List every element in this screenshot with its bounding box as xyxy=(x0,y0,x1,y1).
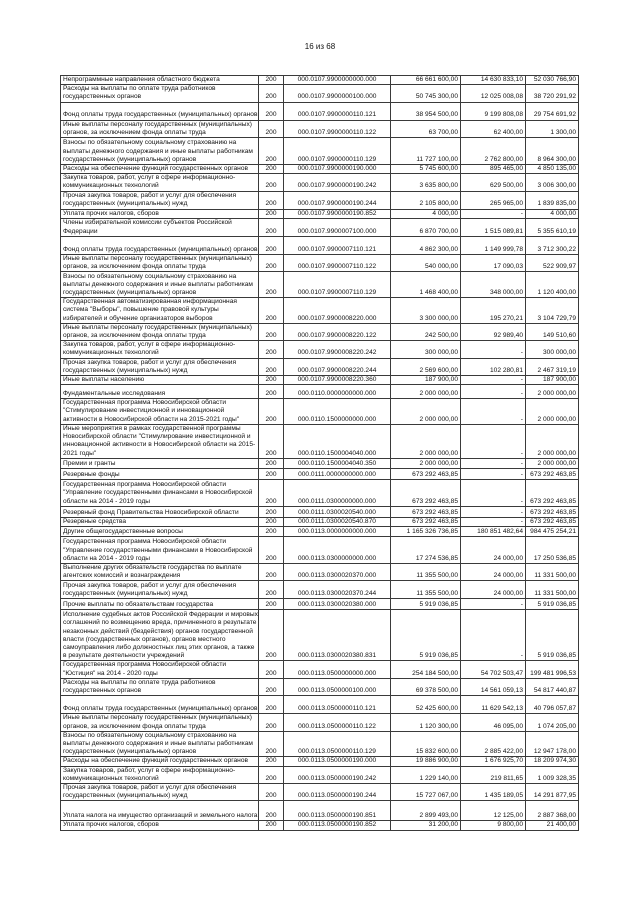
executed-amount-cell: 46 095,00 xyxy=(461,714,526,731)
budget-line-name: Расходы на выплаты по оплате труда работников государственных органов xyxy=(61,678,259,695)
remaining-amount-cell: 3 006 300,00 xyxy=(526,174,579,191)
budget-line-name: Резервные фонды xyxy=(61,468,259,479)
executed-amount-cell: - xyxy=(461,399,526,425)
remaining-amount-cell: 1 300,00 xyxy=(526,120,579,137)
approved-amount-cell: 3 300 000,00 xyxy=(391,298,461,324)
executed-amount-cell: 14 561 059,13 xyxy=(461,678,526,695)
remaining-amount-cell: 2 000 000,00 xyxy=(526,458,579,468)
table-row xyxy=(61,678,579,695)
section-code-cell: 200 xyxy=(259,376,284,385)
table-row xyxy=(61,661,579,678)
remaining-amount-cell: 149 510,60 xyxy=(526,323,579,340)
section-code-cell: 200 xyxy=(259,821,284,830)
budget-line-name: Иные выплаты персоналу государственных (муниципальных) органов, за исключением фонда оплаты труда xyxy=(61,714,259,731)
budget-line-name: Взносы по обязательному социальному страхованию на выплаты денежного содержания и иные выплаты работникам государственных (муниципальных) органов xyxy=(61,138,259,165)
remaining-amount-cell: 29 754 691,92 xyxy=(526,102,579,120)
approved-amount-cell: 17 274 536,85 xyxy=(391,537,461,564)
table-row xyxy=(61,458,579,468)
classification-code-cell: 000.0107.9900000190.242 xyxy=(284,174,391,191)
approved-amount-cell: 50 745 300,00 xyxy=(391,85,461,102)
executed-amount-cell: - xyxy=(461,479,526,506)
table-row xyxy=(61,236,579,254)
table-row xyxy=(61,783,579,800)
section-code-cell: 200 xyxy=(259,298,284,324)
section-code-cell: 200 xyxy=(259,506,284,517)
section-code-cell: 200 xyxy=(259,479,284,506)
table-row xyxy=(61,120,579,137)
budget-line-name: Резервный фонд Правительства Новосибирской области xyxy=(61,506,259,517)
classification-code-cell: 000.0113.0300000000.000 xyxy=(284,537,391,564)
executed-amount-cell: - xyxy=(461,468,526,479)
section-code-cell: 200 xyxy=(259,610,284,661)
classification-code-cell: 000.0113.0300020370.000 xyxy=(284,564,391,581)
table-row xyxy=(61,399,579,425)
remaining-amount-cell: 2 887 368,00 xyxy=(526,801,579,821)
remaining-amount-cell: 1 074 205,00 xyxy=(526,714,579,731)
table-row xyxy=(61,323,579,340)
table-row xyxy=(61,376,579,385)
table-row xyxy=(61,517,579,526)
approved-amount-cell: 300 000,00 xyxy=(391,341,461,358)
approved-amount-cell: 11 355 500,00 xyxy=(391,581,461,599)
table-row xyxy=(61,610,579,661)
budget-execution-table xyxy=(60,75,579,831)
table-row xyxy=(61,191,579,209)
executed-amount-cell: 348 000,00 xyxy=(461,272,526,298)
approved-amount-cell: 66 661 600,00 xyxy=(391,76,461,85)
executed-amount-cell: 1 676 925,70 xyxy=(461,757,526,766)
classification-code-cell: 000.0113.0500000190.000 xyxy=(284,757,391,766)
classification-code-cell: 000.0113.0300020380.831 xyxy=(284,610,391,661)
classification-code-cell: 000.0107.9900007100.000 xyxy=(284,218,391,236)
section-code-cell: 200 xyxy=(259,174,284,191)
approved-amount-cell: 31 200,00 xyxy=(391,821,461,830)
budget-line-name: Члены избирательной комиссии субъектов Российской Федерации xyxy=(61,218,259,236)
remaining-amount-cell: 11 331 500,00 xyxy=(526,564,579,581)
approved-amount-cell: 19 886 900,00 xyxy=(391,757,461,766)
budget-line-name: Закупка товаров, работ, услуг в сфере информационно- коммуникационных технологий xyxy=(61,174,259,191)
executed-amount-cell: 102 280,81 xyxy=(461,358,526,375)
approved-amount-cell: 11 355 500,00 xyxy=(391,564,461,581)
executed-amount-cell: 219 811,65 xyxy=(461,766,526,783)
executed-amount-cell: 265 965,00 xyxy=(461,191,526,209)
table-row xyxy=(61,341,579,358)
section-code-cell: 200 xyxy=(259,564,284,581)
section-code-cell: 200 xyxy=(259,468,284,479)
remaining-amount-cell: 300 000,00 xyxy=(526,341,579,358)
section-code-cell: 200 xyxy=(259,85,284,102)
table-row xyxy=(61,564,579,581)
approved-amount-cell: 4 000,00 xyxy=(391,209,461,218)
section-code-cell: 200 xyxy=(259,399,284,425)
classification-code-cell: 000.0107.9900000000.000 xyxy=(284,76,391,85)
budget-line-name: Исполнение судебных актов Российской Федерации и мировых соглашений по возмещению вреда, причиненного в результате незаконных действий (бездействия) органов государственной власти (государственных органов), органов местного самоуправления либо должностных лиц этих органов, а также в результате деятельности учреждений xyxy=(61,610,259,661)
classification-code-cell: 000.0107.9900000190.000 xyxy=(284,165,391,174)
approved-amount-cell: 2 569 600,00 xyxy=(391,358,461,375)
table-row xyxy=(61,479,579,506)
section-code-cell: 200 xyxy=(259,272,284,298)
remaining-amount-cell: 54 817 440,87 xyxy=(526,678,579,695)
approved-amount-cell: 242 500,00 xyxy=(391,323,461,340)
budget-line-name: Прочая закупка товаров, работ и услуг для обеспечения государственных (муниципальных) нужд xyxy=(61,783,259,800)
table-row xyxy=(61,821,579,830)
table-row xyxy=(61,714,579,731)
approved-amount-cell: 3 635 800,00 xyxy=(391,174,461,191)
approved-amount-cell: 2 000 000,00 xyxy=(391,424,461,458)
remaining-amount-cell: 3 104 729,79 xyxy=(526,298,579,324)
classification-code-cell: 000.0111.0300020540.870 xyxy=(284,517,391,526)
budget-line-name: Другие общегосударственные вопросы xyxy=(61,527,259,537)
approved-amount-cell: 2 000 000,00 xyxy=(391,385,461,399)
table-row xyxy=(61,731,579,757)
executed-amount-cell: - xyxy=(461,209,526,218)
executed-amount-cell: 12 025 008,08 xyxy=(461,85,526,102)
table-row xyxy=(61,209,579,218)
table-body xyxy=(61,76,579,831)
approved-amount-cell: 1 120 300,00 xyxy=(391,714,461,731)
approved-amount-cell: 52 425 600,00 xyxy=(391,696,461,714)
budget-line-name: Государственная программа Новосибирской области "Юстиция" на 2014 - 2020 годы xyxy=(61,661,259,678)
remaining-amount-cell: 1 120 400,00 xyxy=(526,272,579,298)
remaining-amount-cell: 673 292 463,85 xyxy=(526,517,579,526)
classification-code-cell: 000.0110.1500004040.000 xyxy=(284,424,391,458)
classification-code-cell: 000.0107.9900007110.122 xyxy=(284,254,391,271)
executed-amount-cell: 2 885 422,00 xyxy=(461,731,526,757)
table-row xyxy=(61,801,579,821)
remaining-amount-cell: 4 000,00 xyxy=(526,209,579,218)
approved-amount-cell: 69 378 500,00 xyxy=(391,678,461,695)
remaining-amount-cell: 2 000 000,00 xyxy=(526,385,579,399)
table-row xyxy=(61,424,579,458)
classification-code-cell: 000.0110.1500004040.350 xyxy=(284,458,391,468)
budget-line-name: Фонд оплаты труда государственных (муниципальных) органов xyxy=(61,102,259,120)
executed-amount-cell: 1 515 089,81 xyxy=(461,218,526,236)
section-code-cell: 200 xyxy=(259,696,284,714)
classification-code-cell: 000.0113.0500000190.851 xyxy=(284,801,391,821)
section-code-cell: 200 xyxy=(259,191,284,209)
classification-code-cell: 000.0107.9900007110.129 xyxy=(284,272,391,298)
approved-amount-cell: 2 105 800,00 xyxy=(391,191,461,209)
budget-line-name: Закупка товаров, работ, услуг в сфере информационно- коммуникационных технологий xyxy=(61,341,259,358)
budget-line-name: Иные выплаты персоналу государственных (муниципальных) органов, за исключением фонда оплаты труда xyxy=(61,323,259,340)
budget-line-name: Иные выплаты персоналу государственных (муниципальных) органов, за исключением фонда оплаты труда xyxy=(61,254,259,271)
executed-amount-cell: 24 000,00 xyxy=(461,581,526,599)
remaining-amount-cell: 18 209 974,30 xyxy=(526,757,579,766)
budget-line-name: Государственная программа Новосибирской области "Управление государственными финансами в Новосибирской области на 2014 - 2019 годы xyxy=(61,537,259,564)
approved-amount-cell: 38 954 500,00 xyxy=(391,102,461,120)
remaining-amount-cell: 38 720 291,92 xyxy=(526,85,579,102)
table-row xyxy=(61,102,579,120)
executed-amount-cell: 14 630 833,10 xyxy=(461,76,526,85)
section-code-cell: 200 xyxy=(259,138,284,165)
budget-line-name: Закупка товаров, работ, услуг в сфере информационно- коммуникационных технологий xyxy=(61,766,259,783)
table-row xyxy=(61,506,579,517)
section-code-cell: 200 xyxy=(259,599,284,610)
remaining-amount-cell: 199 481 996,53 xyxy=(526,661,579,678)
table-row xyxy=(61,766,579,783)
remaining-amount-cell: 2 000 000,00 xyxy=(526,424,579,458)
table-row xyxy=(61,358,579,375)
table-row xyxy=(61,599,579,610)
section-code-cell: 200 xyxy=(259,358,284,375)
executed-amount-cell: 92 989,40 xyxy=(461,323,526,340)
classification-code-cell: 000.0107.9900000110.121 xyxy=(284,102,391,120)
executed-amount-cell: 895 465,00 xyxy=(461,165,526,174)
executed-amount-cell: - xyxy=(461,517,526,526)
budget-line-name: Резервные средства xyxy=(61,517,259,526)
budget-line-name: Взносы по обязательному социальному страхованию на выплаты денежного содержания и иные выплаты работникам государственных (муниципальных) органов xyxy=(61,272,259,298)
section-code-cell: 200 xyxy=(259,323,284,340)
classification-code-cell: 000.0113.0500000000.000 xyxy=(284,661,391,678)
section-code-cell: 200 xyxy=(259,757,284,766)
executed-amount-cell: - xyxy=(461,610,526,661)
executed-amount-cell: 1 435 189,05 xyxy=(461,783,526,800)
remaining-amount-cell: 14 291 877,95 xyxy=(526,783,579,800)
approved-amount-cell: 5 745 600,00 xyxy=(391,165,461,174)
budget-line-name: Премии и гранты xyxy=(61,458,259,468)
section-code-cell: 200 xyxy=(259,424,284,458)
executed-amount-cell: 12 125,00 xyxy=(461,801,526,821)
executed-amount-cell: - xyxy=(461,341,526,358)
budget-line-name: Прочая закупка товаров, работ и услуг для обеспечения государственных (муниципальных) нужд xyxy=(61,581,259,599)
classification-code-cell: 000.0113.0000000000.000 xyxy=(284,527,391,537)
section-code-cell: 200 xyxy=(259,120,284,137)
approved-amount-cell: 5 919 036,85 xyxy=(391,599,461,610)
section-code-cell: 200 xyxy=(259,236,284,254)
table-row xyxy=(61,165,579,174)
executed-amount-cell: 62 400,00 xyxy=(461,120,526,137)
approved-amount-cell: 2 899 493,00 xyxy=(391,801,461,821)
table-row xyxy=(61,272,579,298)
table-row xyxy=(61,298,579,324)
remaining-amount-cell: 1 009 328,35 xyxy=(526,766,579,783)
classification-code-cell: 000.0111.0300000000.000 xyxy=(284,479,391,506)
budget-line-name: Прочие выплаты по обязательствам государства xyxy=(61,599,259,610)
remaining-amount-cell: 673 292 463,85 xyxy=(526,468,579,479)
remaining-amount-cell: 187 900,00 xyxy=(526,376,579,385)
budget-line-name: Взносы по обязательному социальному страхованию на выплаты денежного содержания и иные выплаты работникам государственных (муниципальных) органов xyxy=(61,731,259,757)
approved-amount-cell: 254 184 500,00 xyxy=(391,661,461,678)
remaining-amount-cell: 2 000 000,00 xyxy=(526,399,579,425)
budget-line-name: Иные выплаты персоналу государственных (муниципальных) органов, за исключением фонда оплаты труда xyxy=(61,120,259,137)
budget-line-name: Расходы на обеспечение функций государственных органов xyxy=(61,757,259,766)
classification-code-cell: 000.0113.0300020370.244 xyxy=(284,581,391,599)
remaining-amount-cell: 40 796 057,87 xyxy=(526,696,579,714)
approved-amount-cell: 2 000 000,00 xyxy=(391,458,461,468)
approved-amount-cell: 187 900,00 xyxy=(391,376,461,385)
table-row xyxy=(61,696,579,714)
remaining-amount-cell: 1 839 835,00 xyxy=(526,191,579,209)
remaining-amount-cell: 984 475 254,21 xyxy=(526,527,579,537)
budget-line-name: Государственная программа Новосибирской области "Стимулирование инвестиционной и инновационной активности в Новосибирской области на 2015-2021 годы" xyxy=(61,399,259,425)
remaining-amount-cell: 5 355 610,19 xyxy=(526,218,579,236)
budget-line-name: Фундаментальные исследования xyxy=(61,385,259,399)
approved-amount-cell: 2 000 000,00 xyxy=(391,399,461,425)
approved-amount-cell: 673 292 463,85 xyxy=(391,506,461,517)
approved-amount-cell: 4 862 300,00 xyxy=(391,236,461,254)
section-code-cell: 200 xyxy=(259,783,284,800)
classification-code-cell: 000.0113.0500000100.000 xyxy=(284,678,391,695)
classification-code-cell: 000.0113.0500000190.852 xyxy=(284,821,391,830)
remaining-amount-cell: 5 919 036,85 xyxy=(526,599,579,610)
table-row xyxy=(61,385,579,399)
approved-amount-cell: 1 165 326 736,85 xyxy=(391,527,461,537)
executed-amount-cell: 195 270,21 xyxy=(461,298,526,324)
classification-code-cell: 000.0113.0500000110.129 xyxy=(284,731,391,757)
executed-amount-cell: 11 629 542,13 xyxy=(461,696,526,714)
section-code-cell: 200 xyxy=(259,714,284,731)
remaining-amount-cell: 17 250 536,85 xyxy=(526,537,579,564)
classification-code-cell: 000.0113.0500000190.242 xyxy=(284,766,391,783)
classification-code-cell: 000.0107.9900000190.852 xyxy=(284,209,391,218)
page-number: 16 из 68 xyxy=(304,42,336,51)
classification-code-cell: 000.0113.0500000110.121 xyxy=(284,696,391,714)
section-code-cell: 200 xyxy=(259,341,284,358)
classification-code-cell: 000.0107.9900008220.244 xyxy=(284,358,391,375)
section-code-cell: 200 xyxy=(259,102,284,120)
remaining-amount-cell: 673 292 463,85 xyxy=(526,506,579,517)
section-code-cell: 200 xyxy=(259,165,284,174)
remaining-amount-cell: 2 467 319,19 xyxy=(526,358,579,375)
classification-code-cell: 000.0107.9900008220.122 xyxy=(284,323,391,340)
budget-line-name: Уплата налога на имущество организаций и земельного налога xyxy=(61,801,259,821)
remaining-amount-cell: 11 331 500,00 xyxy=(526,581,579,599)
approved-amount-cell: 1 468 400,00 xyxy=(391,272,461,298)
remaining-amount-cell: 5 919 036,85 xyxy=(526,610,579,661)
budget-line-name: Иные мероприятия в рамках государственной программы Новосибирской области "Стимулирование инвестиционной и инновационной активности в Новосибирской области на 2015- 2021 годы" xyxy=(61,424,259,458)
remaining-amount-cell: 8 964 300,00 xyxy=(526,138,579,165)
executed-amount-cell: 17 090,03 xyxy=(461,254,526,271)
section-code-cell: 200 xyxy=(259,537,284,564)
classification-code-cell: 000.0107.9900000190.244 xyxy=(284,191,391,209)
budget-line-name: Расходы на обеспечение функций государственных органов xyxy=(61,165,259,174)
remaining-amount-cell: 522 909,97 xyxy=(526,254,579,271)
section-code-cell: 200 xyxy=(259,801,284,821)
approved-amount-cell: 1 229 140,00 xyxy=(391,766,461,783)
budget-line-name: Фонд оплаты труда государственных (муниципальных) органов xyxy=(61,236,259,254)
section-code-cell: 200 xyxy=(259,661,284,678)
budget-line-name: Уплата прочих налогов, сборов xyxy=(61,209,259,218)
approved-amount-cell: 673 292 463,85 xyxy=(391,479,461,506)
table-row xyxy=(61,85,579,102)
section-code-cell: 200 xyxy=(259,766,284,783)
executed-amount-cell: 2 762 800,00 xyxy=(461,138,526,165)
executed-amount-cell: 9 199 808,08 xyxy=(461,102,526,120)
section-code-cell: 200 xyxy=(259,385,284,399)
classification-code-cell: 000.0107.9900000110.122 xyxy=(284,120,391,137)
classification-code-cell: 000.0107.9900000100.000 xyxy=(284,85,391,102)
executed-amount-cell: 54 702 503,47 xyxy=(461,661,526,678)
table-row xyxy=(61,138,579,165)
executed-amount-cell: 1 149 999,78 xyxy=(461,236,526,254)
classification-code-cell: 000.0110.0000000000.000 xyxy=(284,385,391,399)
executed-amount-cell: 9 800,00 xyxy=(461,821,526,830)
table-row xyxy=(61,468,579,479)
remaining-amount-cell: 4 850 135,00 xyxy=(526,165,579,174)
section-code-cell: 200 xyxy=(259,218,284,236)
budget-line-name: Прочая закупка товаров, работ и услуг для обеспечения государственных (муниципальных) нужд xyxy=(61,358,259,375)
table-row xyxy=(61,76,579,85)
executed-amount-cell: 24 000,00 xyxy=(461,537,526,564)
classification-code-cell: 000.0110.1500000000.000 xyxy=(284,399,391,425)
table-row xyxy=(61,254,579,271)
table-row xyxy=(61,218,579,236)
classification-code-cell: 000.0107.9900008220.242 xyxy=(284,341,391,358)
table-row xyxy=(61,174,579,191)
classification-code-cell: 000.0113.0500000110.122 xyxy=(284,714,391,731)
remaining-amount-cell: 3 712 300,22 xyxy=(526,236,579,254)
section-code-cell: 200 xyxy=(259,731,284,757)
approved-amount-cell: 15 832 600,00 xyxy=(391,731,461,757)
executed-amount-cell: - xyxy=(461,424,526,458)
classification-code-cell: 000.0107.9900007110.121 xyxy=(284,236,391,254)
executed-amount-cell: 629 500,00 xyxy=(461,174,526,191)
remaining-amount-cell: 673 292 463,85 xyxy=(526,479,579,506)
classification-code-cell: 000.0107.9900008220.360 xyxy=(284,376,391,385)
executed-amount-cell: - xyxy=(461,458,526,468)
section-code-cell: 200 xyxy=(259,76,284,85)
approved-amount-cell: 673 292 463,85 xyxy=(391,517,461,526)
section-code-cell: 200 xyxy=(259,209,284,218)
approved-amount-cell: 6 870 700,00 xyxy=(391,218,461,236)
approved-amount-cell: 11 727 100,00 xyxy=(391,138,461,165)
budget-line-name: Фонд оплаты труда государственных (муниципальных) органов xyxy=(61,696,259,714)
budget-line-name: Иные выплаты населению xyxy=(61,376,259,385)
budget-line-name: Прочая закупка товаров, работ и услуг для обеспечения государственных (муниципальных) нужд xyxy=(61,191,259,209)
budget-line-name: Государственная программа Новосибирской области "Управление государственными финансами в Новосибирской области на 2014 - 2019 годы xyxy=(61,479,259,506)
remaining-amount-cell: 21 400,00 xyxy=(526,821,579,830)
executed-amount-cell: 24 000,00 xyxy=(461,564,526,581)
executed-amount-cell: - xyxy=(461,385,526,399)
classification-code-cell: 000.0111.0000000000.000 xyxy=(284,468,391,479)
approved-amount-cell: 540 000,00 xyxy=(391,254,461,271)
section-code-cell: 200 xyxy=(259,527,284,537)
budget-line-name: Выполнение других обязательств государства по выплате агентских комиссий и вознаграждения xyxy=(61,564,259,581)
table-row xyxy=(61,757,579,766)
budget-line-name: Уплата прочих налогов, сборов xyxy=(61,821,259,830)
budget-line-name: Расходы на выплаты по оплате труда работников государственных органов xyxy=(61,85,259,102)
remaining-amount-cell: 12 947 178,00 xyxy=(526,731,579,757)
classification-code-cell: 000.0111.0300020540.000 xyxy=(284,506,391,517)
section-code-cell: 200 xyxy=(259,458,284,468)
budget-line-name: Государственная автоматизированная информационная система "Выборы", повышение правовой культуры избирателей и обучение организаторов выборов xyxy=(61,298,259,324)
classification-code-cell: 000.0113.0500000190.244 xyxy=(284,783,391,800)
classification-code-cell: 000.0107.9900000110.129 xyxy=(284,138,391,165)
table-row xyxy=(61,537,579,564)
table-row xyxy=(61,581,579,599)
approved-amount-cell: 673 292 463,85 xyxy=(391,468,461,479)
executed-amount-cell: 180 851 482,64 xyxy=(461,527,526,537)
classification-code-cell: 000.0113.0300020380.000 xyxy=(284,599,391,610)
executed-amount-cell: - xyxy=(461,599,526,610)
section-code-cell: 200 xyxy=(259,254,284,271)
section-code-cell: 200 xyxy=(259,517,284,526)
section-code-cell: 200 xyxy=(259,678,284,695)
approved-amount-cell: 15 727 067,00 xyxy=(391,783,461,800)
remaining-amount-cell: 52 030 766,90 xyxy=(526,76,579,85)
executed-amount-cell: - xyxy=(461,506,526,517)
approved-amount-cell: 5 919 036,85 xyxy=(391,610,461,661)
approved-amount-cell: 63 700,00 xyxy=(391,120,461,137)
section-code-cell: 200 xyxy=(259,581,284,599)
table-row xyxy=(61,527,579,537)
classification-code-cell: 000.0107.9900008220.000 xyxy=(284,298,391,324)
budget-line-name: Непрограммные направления областного бюджета xyxy=(61,76,259,85)
executed-amount-cell: - xyxy=(461,376,526,385)
